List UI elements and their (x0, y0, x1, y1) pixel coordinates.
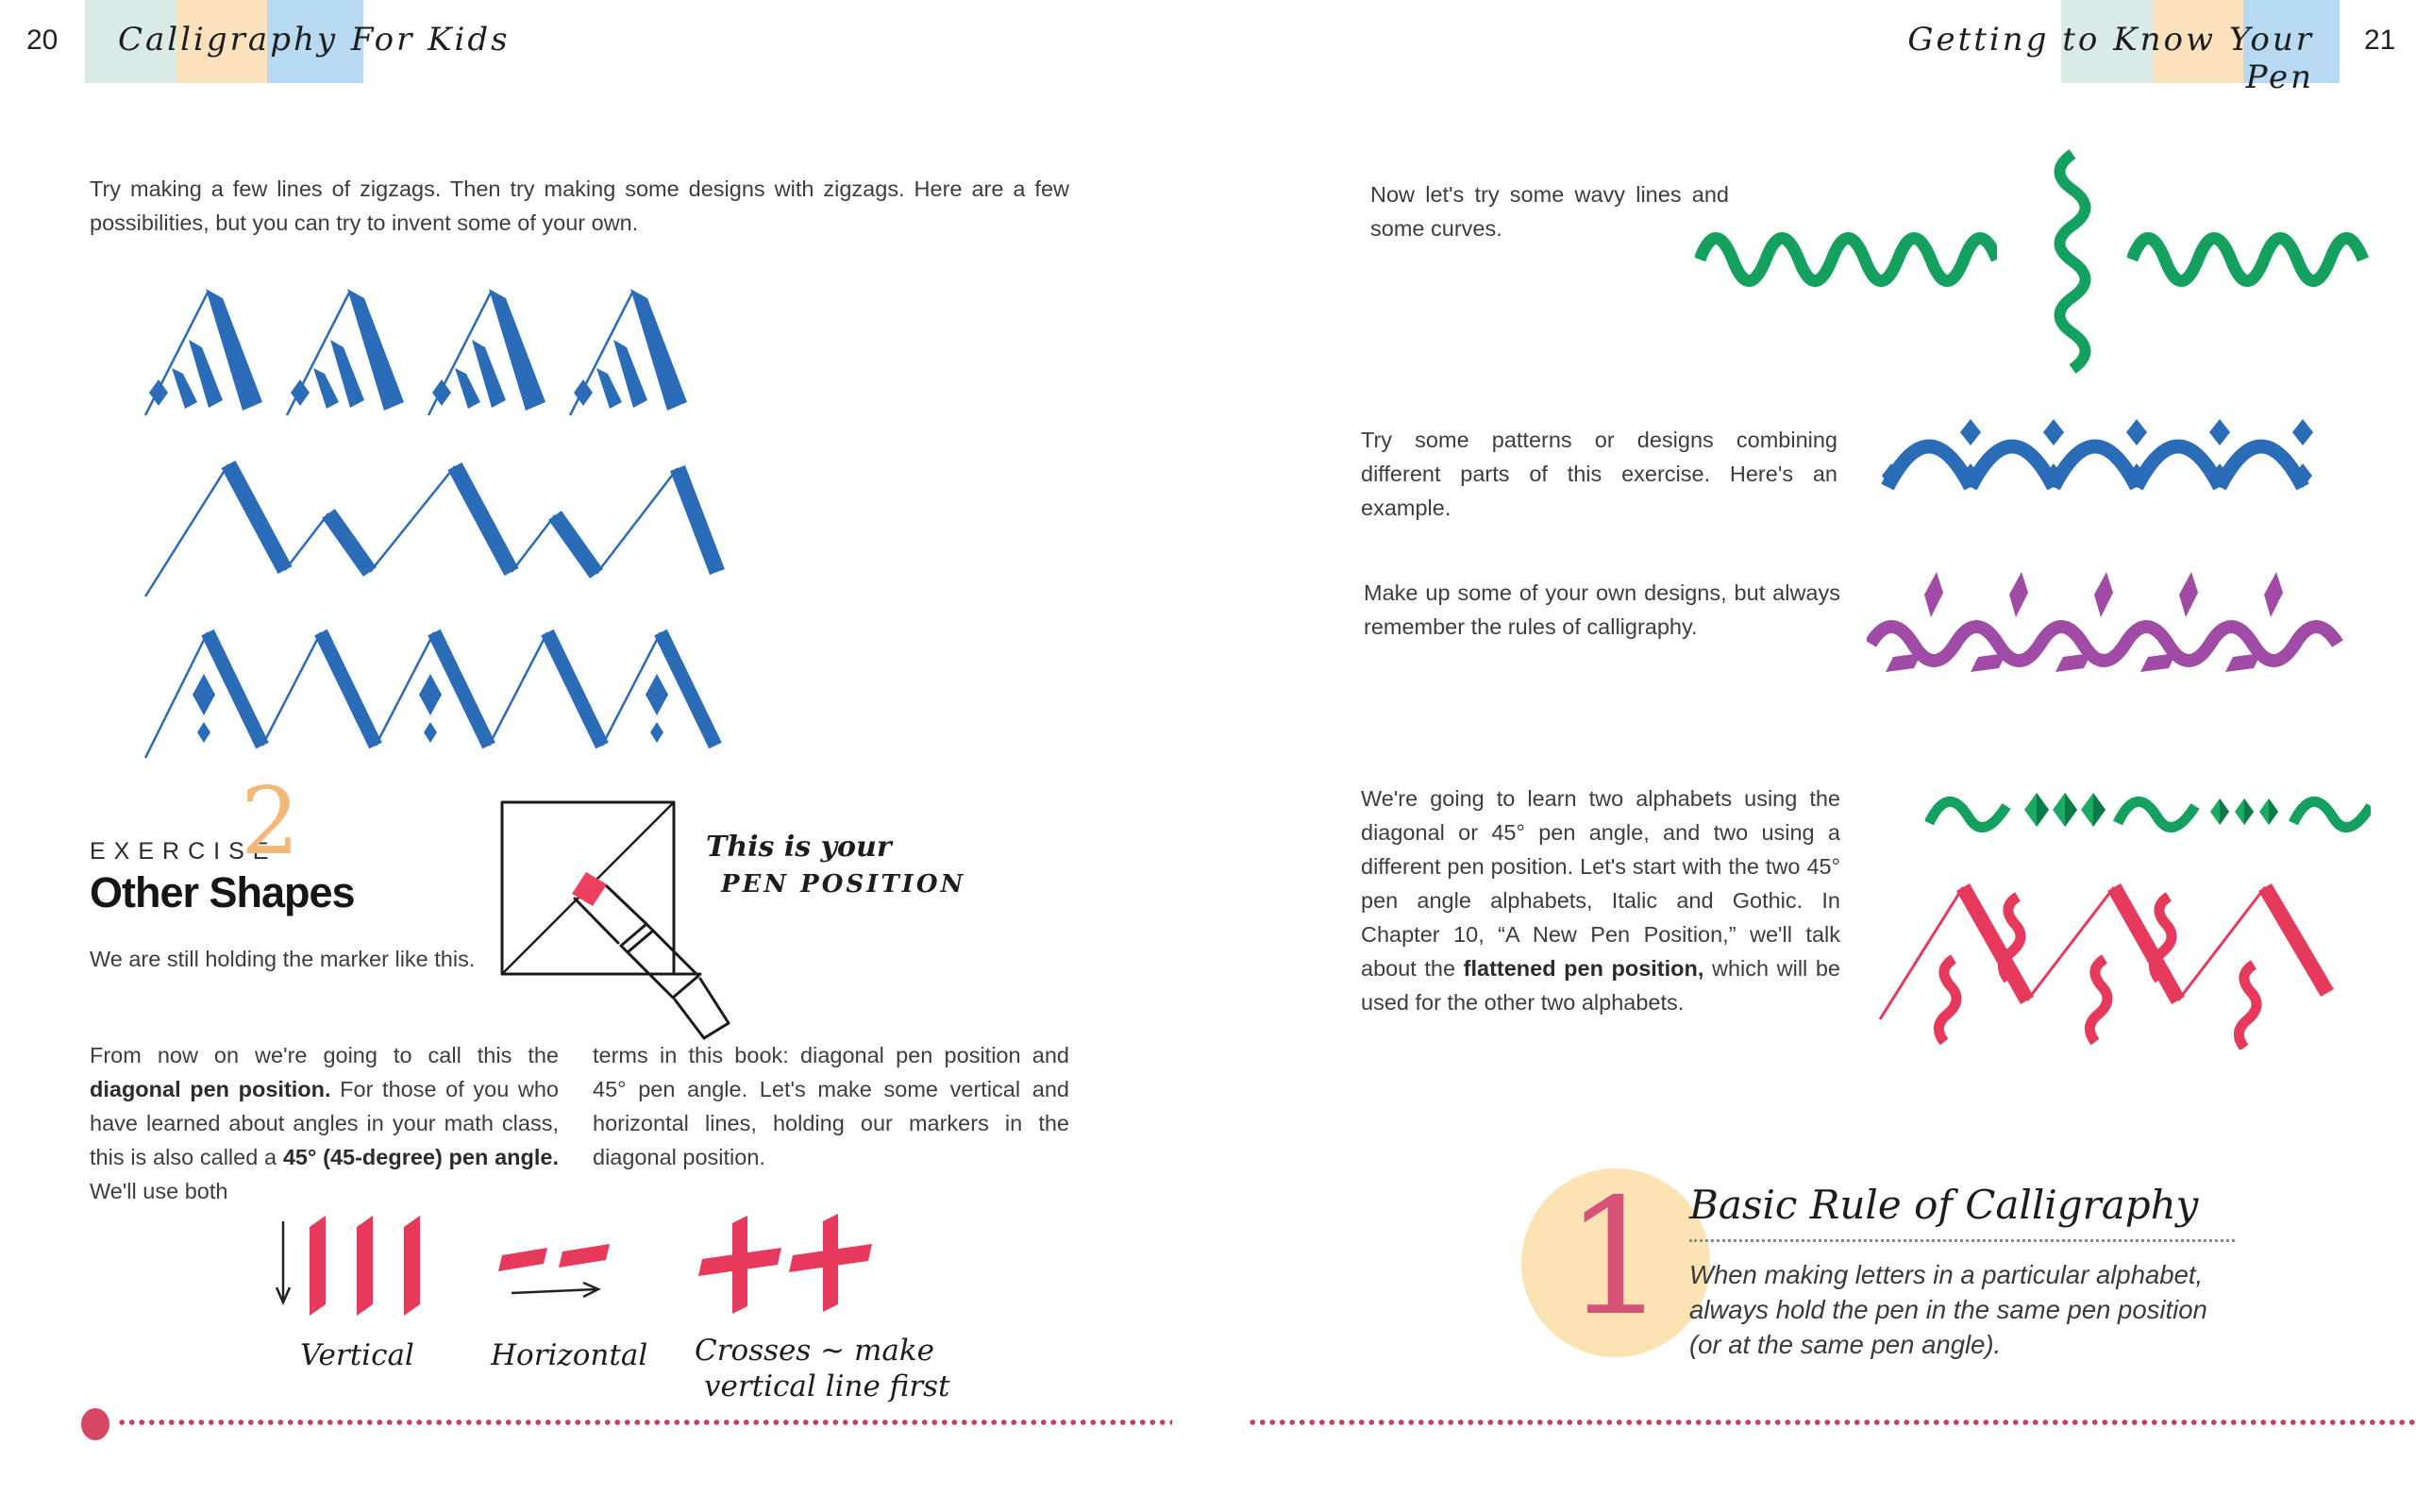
right-running-header: Getting to Know Your Pen (1907, 21, 2314, 96)
footer-dot (81, 1408, 109, 1440)
exercise-eyebrow: EXERCISE (90, 838, 277, 865)
column-1-paragraph (90, 1038, 559, 1208)
alphabets-text: which will be used for the other two alphabets. (1361, 956, 1840, 1015)
red-zigzag-design (1876, 861, 2348, 1050)
bold-flattened-pen-position: flattened pen position, (1463, 956, 1704, 981)
column-2-paragraph: terms in this book: diagonal pen position and 45° pen angle. Let's make some vertical and horizontal lines, holding our markers in the diagonal position. (593, 1043, 1069, 1169)
pen-caption-line1: This is your (706, 831, 892, 864)
practice-strokes-art (264, 1210, 878, 1323)
green-wavy-line-right (2127, 208, 2369, 294)
label-crosses (695, 1333, 950, 1404)
left-page-number: 20 (26, 25, 59, 56)
zigzag-design-row3 (142, 621, 727, 764)
rule-number-circle (1521, 1165, 1710, 1357)
label-horizontal: Horizontal (491, 1338, 648, 1372)
basic-rule-body: When making letters in a particular alphabet, always hold the pen in the same pen position (or at the same pen angle). (1689, 1260, 2207, 1359)
pen-caption-line2: PEN POSITION (721, 870, 966, 899)
left-running-header: Calligraphy For Kids (118, 21, 511, 59)
bold-45-degree-pen-angle: 45° (45-degree) pen angle. (282, 1145, 559, 1169)
exercise-subtitle: We are still holding the marker like this. (90, 947, 476, 971)
zigzag-design-row1 (142, 285, 727, 434)
column-1-text: We'll use both (90, 1179, 228, 1203)
column-1-text: From now on we're going to call this the (90, 1043, 559, 1067)
basic-rule-title: Basic Rule of Calligraphy (1689, 1182, 2235, 1242)
own-designs-paragraph: Make up some of your own designs, but always remember the rules of calligraphy. (1364, 580, 1840, 639)
exercise-title: Other Shapes (90, 868, 355, 916)
zigzag-design-row2 (142, 453, 727, 612)
label-crosses-line1: Crosses ~ make (695, 1334, 934, 1368)
right-page-number: 21 (2364, 25, 2396, 56)
label-vertical: Vertical (300, 1338, 414, 1372)
patterns-paragraph: Try some patterns or designs combining different parts of this exercise. Here's an example. (1361, 428, 1837, 520)
alphabets-text: We're going to learn two alphabets using the diagonal or 45° pen angle, and two using a different pen position. Let's start with the two 45° pen angle alphabets, Italic and Gothic. In Chapter 10, “A New Pen Position,” we'll talk about the (1361, 786, 1840, 981)
label-crosses-line2: vertical line first (704, 1369, 950, 1403)
zigzag-intro-paragraph: Try making a few lines of zigzags. Then try making some designs with zigzags. Here are a few possibilities, but you can try to invent some of your own. (90, 176, 1069, 235)
wavy-lines-paragraph: Now let's try some wavy lines and some curves. (1370, 182, 1729, 241)
purple-wave-pattern (1867, 566, 2343, 678)
column-1-text: For those of you who have learned about angles in your math class, this is also called a (90, 1077, 559, 1169)
green-vertical-squiggle (2037, 149, 2105, 376)
rule-number: 1 (1564, 1165, 1668, 1352)
right-footer-dotted-rule (1248, 1418, 2416, 1427)
green-diamond-design (1925, 778, 2371, 848)
green-wavy-line-left (1695, 208, 1997, 294)
exercise-number: 2 (241, 768, 300, 876)
alphabets-paragraph (1361, 781, 1840, 1019)
bold-diagonal-pen-position: diagonal pen position. (90, 1077, 331, 1101)
left-footer-dotted-rule (117, 1418, 1172, 1427)
blue-arch-pattern (1880, 417, 2335, 512)
